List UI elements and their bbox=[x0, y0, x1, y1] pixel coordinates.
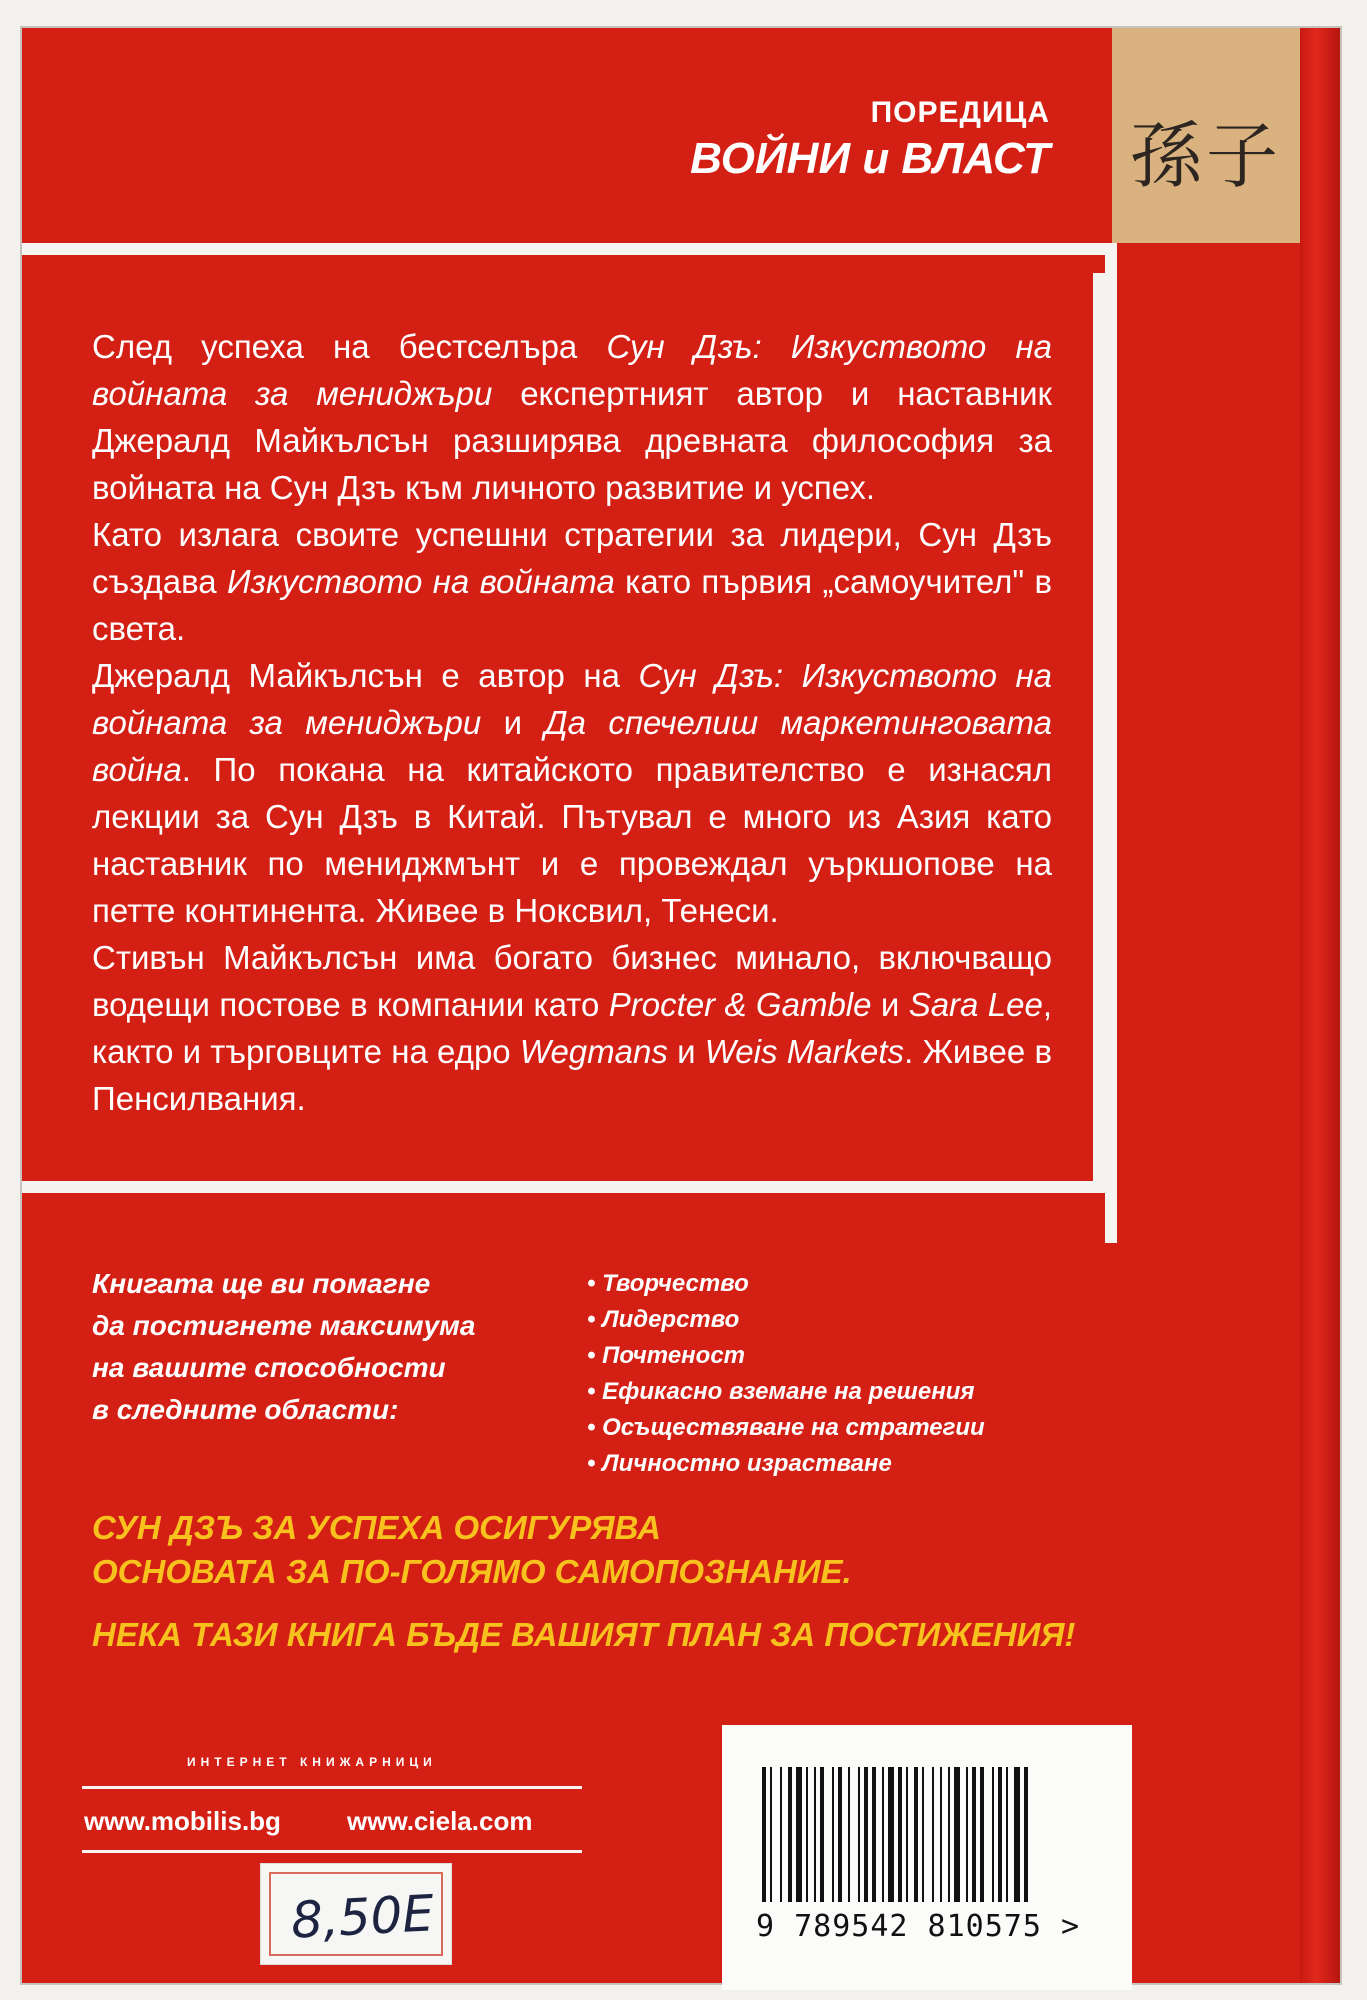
barcode-bar bbox=[814, 1767, 816, 1902]
help-intro bbox=[92, 1263, 512, 1431]
barcode-bar bbox=[914, 1767, 918, 1902]
barcode-bar bbox=[980, 1767, 984, 1902]
area-item: • Личностно израстване bbox=[587, 1446, 985, 1482]
barcode-bar bbox=[1024, 1767, 1028, 1902]
help-line: в следните области: bbox=[92, 1394, 399, 1425]
area-item: • Лидерство bbox=[587, 1302, 985, 1338]
barcode-bar bbox=[848, 1767, 850, 1902]
description-text: След успеха на бестселъра Сун Дзъ: Изкуството на войната за мениджъри експертният автор и наставник Джералд Майкълсън разширява древната философия за войната на Сун Дзъ към личното развитие и успех. Като излага своите успешни стратегии за лидери, Сун Дзъ създава Изкуството на войната като първия „самоучител" в света. Джералд Майкълсън е автор на Сун Дзъ: Изкуството на войната за мениджъри и Да спечелиш маркетинговата война. По покана на китайското правителство е изнасял лекции за Сун Дзъ в Китай. Пътувал е много из Азия като наставник по мениджмънт и е провеждал уъркшопове на петте континента. Живее в Ноксвил, Тенеси. Стивън Майкълсън има богато бизнес минало, включващо водещи постове в компании като Procter & Gamble и Sara Lee, както и търговците на едро Wegmans и Weis Markets. Живее в Пенсилвания. bbox=[92, 328, 1053, 1117]
barcode-bar bbox=[770, 1767, 772, 1902]
barcode-bar bbox=[898, 1767, 902, 1902]
barcode-bar bbox=[972, 1767, 976, 1902]
store-divider-top bbox=[82, 1786, 582, 1789]
store-divider-bottom bbox=[82, 1850, 582, 1853]
price-text: 8,50E bbox=[289, 1884, 436, 1950]
series-label: ПОРЕДИЦА bbox=[870, 96, 1050, 129]
barcode-bar bbox=[888, 1767, 894, 1902]
isbn-number: 9 789542 810575 > bbox=[756, 1909, 1081, 1944]
stores-title: ИНТЕРНЕТ КНИЖАРНИЦИ bbox=[187, 1755, 437, 1769]
area-item: • Почтеност bbox=[587, 1338, 985, 1374]
series-name: ВОЙНИ и ВЛАСТ bbox=[690, 134, 1050, 183]
barcode-bar bbox=[906, 1767, 908, 1902]
barcode-bar bbox=[1014, 1767, 1020, 1902]
barcode-bar bbox=[932, 1767, 934, 1902]
divider-vertical bbox=[1105, 243, 1117, 1243]
series-block bbox=[690, 96, 1050, 184]
barcode bbox=[762, 1767, 1102, 1902]
barcode-bar bbox=[948, 1767, 950, 1902]
barcode-bar bbox=[762, 1767, 766, 1902]
barcode-bar bbox=[940, 1767, 942, 1902]
slogan-2: НЕКА ТАЗИ КНИГА БЪДЕ ВАШИЯТ ПЛАН ЗА ПОСТИЖЕНИЯ! bbox=[92, 1616, 1076, 1653]
barcode-bar bbox=[796, 1767, 802, 1902]
barcode-bar bbox=[832, 1767, 834, 1902]
book-back-cover bbox=[22, 28, 1340, 1983]
help-line: да постигнете максимума bbox=[92, 1310, 476, 1341]
chinese-characters: 孫子 bbox=[1130, 114, 1283, 198]
barcode-bar bbox=[882, 1767, 884, 1902]
area-item: • Ефикасно вземане на решения bbox=[587, 1374, 985, 1410]
help-line: на вашите способности bbox=[92, 1352, 446, 1383]
store-link-mobilis: www.mobilis.bg bbox=[84, 1806, 281, 1836]
barcode-bar bbox=[780, 1767, 782, 1902]
barcode-bar bbox=[922, 1767, 924, 1902]
barcode-bar bbox=[806, 1767, 808, 1902]
barcode-bar bbox=[1006, 1767, 1008, 1902]
barcode-bar bbox=[966, 1767, 968, 1902]
slogan-1: СУН ДЗЪ ЗА УСПЕХА ОСИГУРЯВА ОСНОВАТА ЗА ПО-ГОЛЯМО САМОПОЗНАНИЕ. bbox=[92, 1509, 852, 1590]
help-line: Книгата ще ви помагне bbox=[92, 1268, 431, 1299]
barcode-box bbox=[722, 1725, 1132, 1990]
barcode-bar bbox=[858, 1767, 860, 1902]
area-item: • Осъществяване на стратегии bbox=[587, 1410, 985, 1446]
chinese-title-box bbox=[1112, 28, 1300, 243]
barcode-bar bbox=[954, 1767, 960, 1902]
areas-list bbox=[587, 1266, 985, 1482]
barcode-bar bbox=[788, 1767, 792, 1902]
barcode-bar bbox=[872, 1767, 876, 1902]
barcode-bar bbox=[998, 1767, 1002, 1902]
area-item: • Творчество bbox=[587, 1266, 985, 1302]
spine-edge bbox=[1300, 28, 1340, 1983]
barcode-bar bbox=[864, 1767, 868, 1902]
barcode-bar bbox=[992, 1767, 994, 1902]
price-sticker bbox=[260, 1863, 452, 1965]
barcode-bar bbox=[838, 1767, 842, 1902]
barcode-bar bbox=[820, 1767, 824, 1902]
divider-top bbox=[22, 243, 1105, 255]
store-link-ciela: www.ciela.com bbox=[347, 1806, 533, 1836]
